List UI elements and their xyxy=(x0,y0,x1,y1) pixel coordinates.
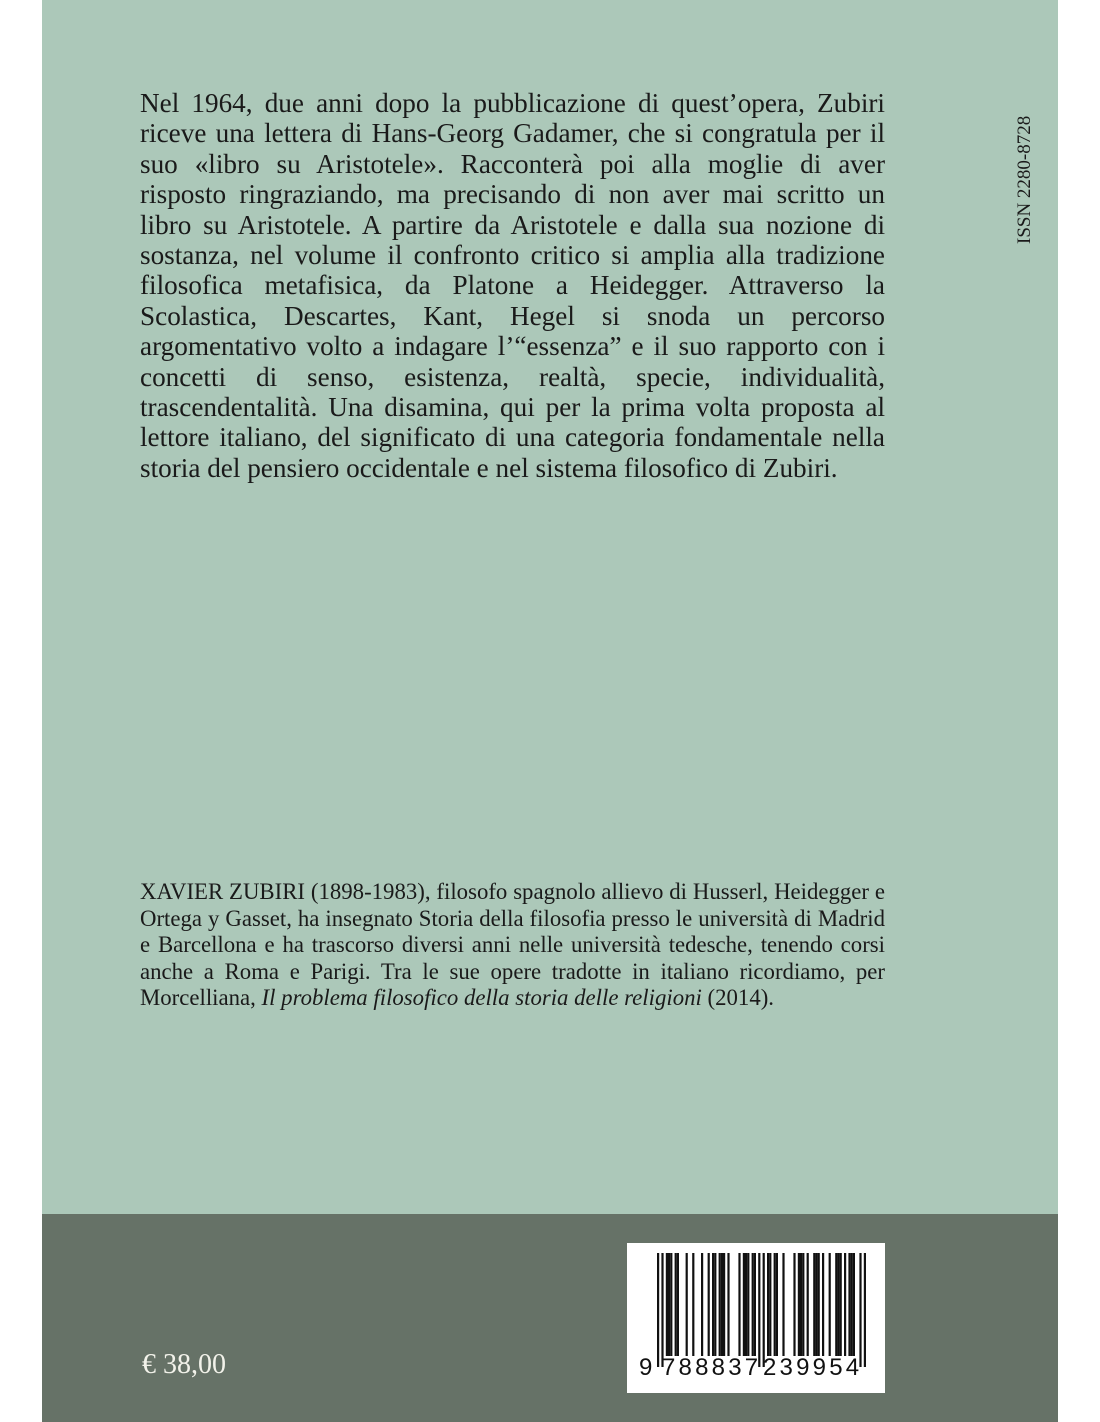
barcode-bar xyxy=(675,1253,677,1356)
barcode-bar xyxy=(776,1253,778,1356)
lower-band xyxy=(42,1214,1058,1422)
barcode-bar xyxy=(708,1253,710,1356)
blurb-text: Nel 1964, due anni dopo la pubblicazione di quest’opera, Zubiri riceve una lettera di Hans-Georg Gadamer, che si congratula per il suo «libro su Aristotele». Racconterà poi alla moglie di aver risposto ringraziando, ma precisando di non aver mai scritto un libro su Aristotele. A partire da Aristotele e dalla sua nozione di sostanza, nel volume il confronto critico si amplia alla tradizione filosofica metafisica, da Platone a Heidegger. Attraverso la Scolastica, Descartes, Kant, Hegel si snoda un percorso argomentativo volto a indagare l’“essenza” e il suo rapporto con i concetti di senso, esistenza, realtà, specie, individualità, trascendentalità. Una disamina, qui per la prima volta proposta al lettore italiano, del significato di una categoria fondamentale nella storia del pensiero occidentale e nel sistema filosofico di Zubiri. xyxy=(140,88,885,483)
barcode-bar xyxy=(666,1253,668,1356)
barcode xyxy=(627,1243,885,1393)
barcode-bar xyxy=(864,1253,866,1367)
barcode-bar xyxy=(738,1253,740,1356)
barcode-bar xyxy=(813,1253,815,1356)
barcode-bar xyxy=(727,1253,729,1356)
barcode-bar xyxy=(840,1253,842,1356)
price-label: € 38,00 xyxy=(142,1349,226,1380)
barcode-bar xyxy=(835,1253,837,1356)
barcode-bar xyxy=(815,1253,817,1356)
barcode-bar xyxy=(848,1253,850,1356)
barcode-bar xyxy=(743,1253,745,1356)
barcode-bar xyxy=(793,1253,795,1356)
barcode-bar xyxy=(859,1253,861,1367)
barcode-bar xyxy=(747,1253,749,1356)
barcode-left-group: 788837 xyxy=(662,1354,762,1381)
barcode-bar xyxy=(670,1253,672,1356)
barcode-bar xyxy=(701,1253,703,1356)
barcode-bar xyxy=(723,1253,725,1356)
barcode-bar xyxy=(782,1253,784,1356)
author-bio-tail: (2014). xyxy=(701,985,775,1010)
barcode-bar xyxy=(754,1253,756,1356)
barcode-bar xyxy=(763,1253,765,1367)
barcode-bar xyxy=(752,1253,754,1356)
barcode-bar xyxy=(798,1253,800,1356)
barcode-bar xyxy=(686,1253,688,1356)
barcode-bar xyxy=(661,1253,663,1367)
barcode-bar xyxy=(767,1253,769,1356)
barcode-bar xyxy=(829,1253,831,1356)
barcode-bar xyxy=(800,1253,802,1356)
barcode-digits xyxy=(627,1354,885,1384)
issn-label: ISSN 2280-8728 xyxy=(1014,115,1035,244)
barcode-bar xyxy=(807,1253,809,1356)
barcode-bar xyxy=(844,1253,846,1356)
barcode-bar xyxy=(774,1253,776,1356)
barcode-bar xyxy=(758,1253,760,1367)
barcode-right-group: 239954 xyxy=(763,1354,863,1381)
barcode-bar xyxy=(719,1253,721,1356)
back-cover xyxy=(42,0,1058,1422)
barcode-bar xyxy=(853,1253,855,1356)
barcode-bar xyxy=(769,1253,771,1356)
barcode-bar xyxy=(822,1253,824,1356)
barcode-bar xyxy=(668,1253,670,1356)
barcode-bar xyxy=(721,1253,723,1356)
barcode-bar xyxy=(837,1253,839,1356)
barcode-bar xyxy=(851,1253,853,1356)
barcode-bar xyxy=(714,1253,716,1356)
barcode-bar xyxy=(745,1253,747,1356)
book-title: Il problema filosofico della storia delle religioni xyxy=(261,985,702,1010)
barcode-first-digit: 9 xyxy=(639,1354,653,1381)
author-bio xyxy=(140,879,885,1012)
barcode-bar xyxy=(802,1253,804,1356)
barcode-bar xyxy=(712,1253,714,1356)
barcode-bar xyxy=(677,1253,679,1356)
barcode-bar xyxy=(657,1253,659,1367)
barcode-bar xyxy=(818,1253,820,1356)
barcode-bar xyxy=(692,1253,694,1356)
author-bio-text: XAVIER ZUBIRI (1898-1983), filosofo spagnolo allievo di Husserl, Heidegger e Ortega y Gasset, ha insegnato Storia della filosofia presso le università di Madrid e Barcellona e ha trascorso diversi anni nelle università tedesche, tenendo corsi anche a Roma e Parigi. Tra le sue opere tradotte in italiano ricordiamo, per Morcelliana, xyxy=(140,879,885,1010)
